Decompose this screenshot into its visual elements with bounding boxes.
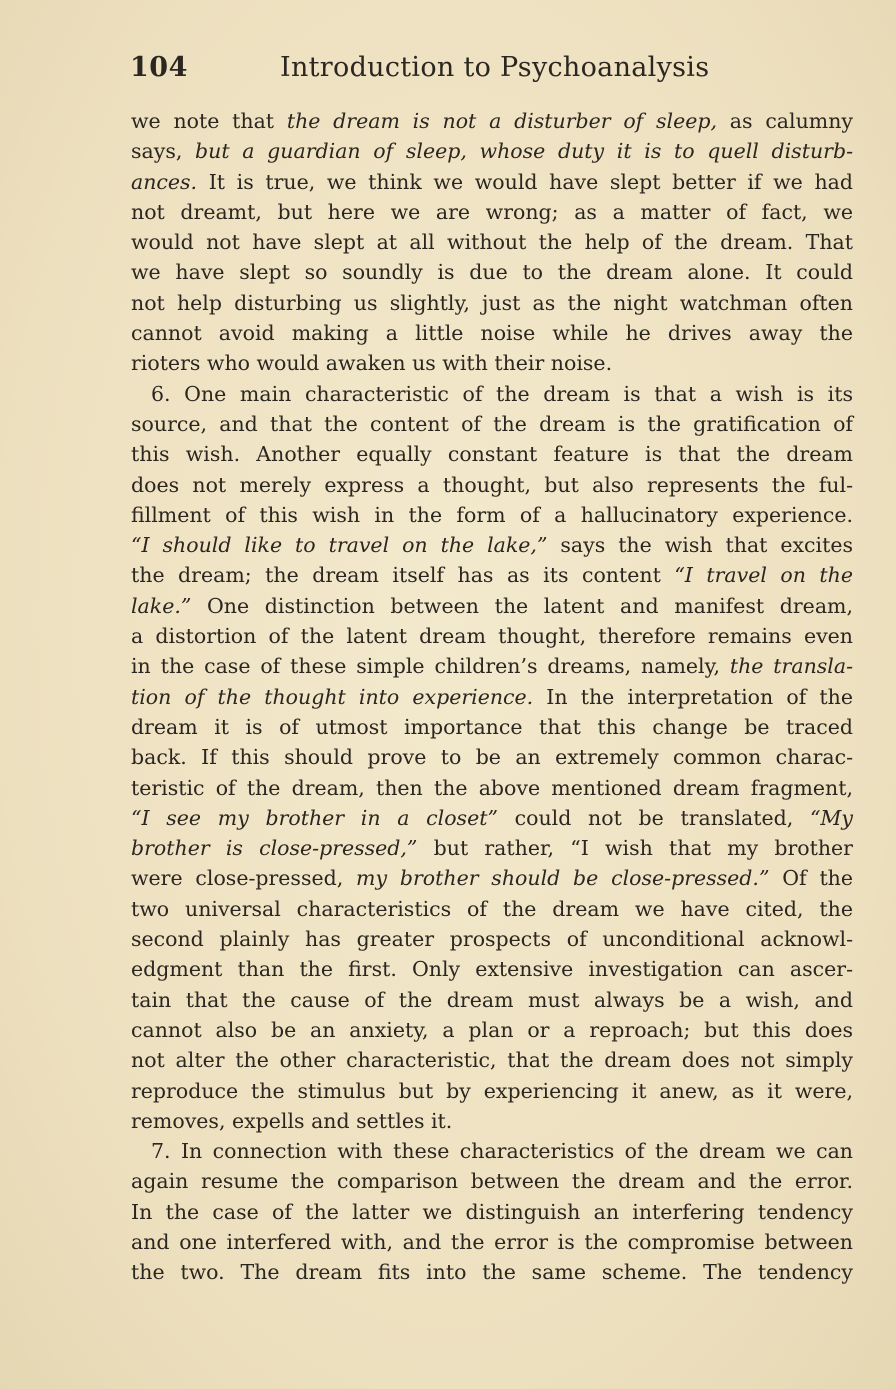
text-span: and one interfered with, and the error is the compromise between <box>131 1229 853 1254</box>
text-line <box>117 560 853 590</box>
text-line <box>117 348 853 378</box>
text-line <box>117 106 853 136</box>
text-line <box>117 227 853 257</box>
text-line <box>117 197 853 227</box>
italic-text: lake.” <box>131 593 192 618</box>
text-span: dream it is of utmost importance that this change be traced <box>131 714 853 739</box>
text-span: cannot also be an anxiety, a plan or a reproach; but this does <box>131 1017 853 1042</box>
text-line <box>117 1166 853 1196</box>
text-line <box>117 773 853 803</box>
running-head: Introduction to Psychoanalysis <box>280 52 710 83</box>
text-span: but rather, “I wish that my brother <box>417 836 853 861</box>
text-line <box>117 1045 853 1075</box>
text-span: says, <box>131 139 196 164</box>
text-span: would not have slept at all without the help of the dream. That <box>131 230 853 255</box>
text-span: not alter the other characteristic, that the dream does not simply <box>131 1048 853 1073</box>
text-line <box>117 500 853 530</box>
text-line <box>117 803 853 833</box>
text-span: 7. In connection with these characteristics of the dream we can <box>151 1139 853 1164</box>
italic-text: tion of the thought into experience. <box>131 684 534 709</box>
text-line <box>117 924 853 954</box>
text-line <box>117 954 853 984</box>
italic-text: “I see my brother in a closet” <box>131 805 498 830</box>
text-line <box>117 439 853 469</box>
text-line <box>117 136 853 166</box>
text-line <box>117 1106 853 1136</box>
page-number: 104 <box>130 52 188 83</box>
text-span: cannot avoid making a little noise while he drives away the <box>131 321 853 346</box>
text-line <box>117 742 853 772</box>
text-span: could not be translated, <box>497 805 810 830</box>
italic-text: “I travel on the <box>674 563 854 588</box>
italic-text: “I should like to travel on the lake,” <box>131 533 548 558</box>
text-span: this wish. Another equally constant feature is that the dream <box>131 442 853 467</box>
text-span: One distinction between the latent and manifest dream, <box>191 593 853 618</box>
text-span: not help disturbing us slightly, just as the night watchman often <box>131 290 853 315</box>
text-span: rioters who would awaken us with their noise. <box>131 351 613 376</box>
text-span: does not merely express a thought, but also represents the ful- <box>131 472 853 497</box>
italic-text: my brother should be close-pressed.” <box>356 866 770 891</box>
text-span: It is true, we think we would have slept better if we had <box>197 169 853 194</box>
text-span: again resume the comparison between the dream and the error. <box>131 1169 853 1194</box>
text-span: we have slept so soundly is due to the dream alone. It could <box>131 260 853 285</box>
text-span: second plainly has greater prospects of unconditional acknowl- <box>131 927 853 952</box>
text-span: as calumny <box>717 109 854 133</box>
text-line <box>117 1136 853 1166</box>
text-line <box>117 288 853 318</box>
text-line <box>117 985 853 1015</box>
text-span: says the wish that excites <box>547 533 853 558</box>
text-line <box>117 318 853 348</box>
text-line <box>117 1257 853 1287</box>
text-line <box>117 530 853 560</box>
text-span: In the interpretation of the <box>533 684 853 709</box>
italic-text: brother is close-pressed,” <box>131 836 418 861</box>
text-span: removes, expells and settles it. <box>131 1108 453 1133</box>
text-span: Of the <box>769 866 854 891</box>
body-text <box>117 106 853 1288</box>
text-span: a distortion of the latent dream thought, therefore remains even <box>131 624 853 649</box>
text-span: the two. The dream fits into the same scheme. The tendency <box>131 1260 853 1285</box>
text-span: in the case of these simple children’s dreams, namely, <box>131 654 730 679</box>
text-line <box>117 379 853 409</box>
text-span: the dream; the dream itself has as its content <box>131 563 675 588</box>
text-line <box>117 833 853 863</box>
italic-text: the dream is not a disturber of sleep, <box>286 109 718 133</box>
text-line <box>117 682 853 712</box>
text-line <box>117 1015 853 1045</box>
italic-text: ances. <box>131 169 198 194</box>
text-span: In the case of the latter we distinguish an interfering tendency <box>131 1199 853 1224</box>
text-line <box>117 591 853 621</box>
text-span: back. If this should prove to be an extremely common charac- <box>131 745 853 770</box>
text-line <box>117 621 853 651</box>
text-span: not dreamt, but here we are wrong; as a matter of fact, we <box>131 199 853 224</box>
text-span: two universal characteristics of the dream we have cited, the <box>131 896 853 921</box>
page-header <box>130 50 850 90</box>
text-line <box>117 894 853 924</box>
text-line <box>117 1076 853 1106</box>
italic-text: “My <box>809 805 853 830</box>
text-line <box>117 257 853 287</box>
text-line <box>117 409 853 439</box>
text-span: source, and that the content of the dream is the gratification of <box>131 411 853 436</box>
text-line <box>117 863 853 893</box>
text-line <box>117 712 853 742</box>
text-span: teristic of the dream, then the above mentioned dream fragment, <box>131 775 853 800</box>
italic-text: the transla- <box>729 654 853 679</box>
text-span: edgment than the first. Only extensive investigation can ascer- <box>131 957 853 982</box>
text-span: we note that <box>131 109 287 133</box>
text-span: were close-pressed, <box>131 866 357 891</box>
text-line <box>117 1227 853 1257</box>
text-line <box>117 1197 853 1227</box>
text-line <box>117 167 853 197</box>
text-span: tain that the cause of the dream must always be a wish, and <box>131 987 853 1012</box>
text-span: 6. One main characteristic of the dream is that a wish is its <box>151 381 853 406</box>
text-span: reproduce the stimulus but by experiencing it anew, as it were, <box>131 1078 853 1103</box>
text-line <box>117 470 853 500</box>
italic-text: but a guardian of sleep, whose duty it is to quell disturb- <box>195 139 853 164</box>
text-span: fillment of this wish in the form of a hallucinatory experience. <box>131 502 853 527</box>
text-line <box>117 651 853 681</box>
